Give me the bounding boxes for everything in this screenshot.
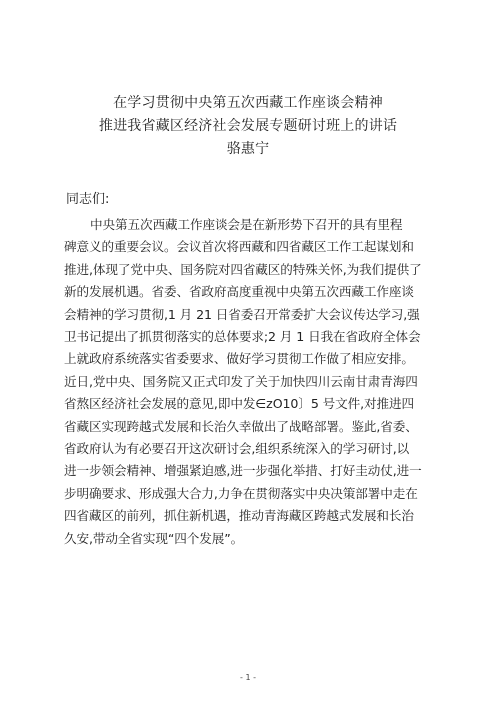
document-author: 骆惠宁 (226, 141, 270, 157)
body-paragraph (64, 214, 449, 550)
greeting: 同志们: (66, 192, 110, 207)
body-line: 卫书记提出了抓贯彻落实的总体要求;2 月 1 日我在省政府全体会 (64, 329, 421, 345)
document-title-line-1: 在学习贯彻中央第五次西藏工作座谈会精神 (113, 95, 383, 111)
body-line: 步明确要求、形成强大合力,力争在贯彻落实中央决策部署中走在 (64, 485, 418, 501)
document-title-line-2: 推进我省藏区经济社会发展专题研讨班上的讲话 (98, 118, 398, 134)
body-line: 推进,体现了党中央、国务院对四省藏区的特殊关怀,为我们提供了 (64, 261, 422, 277)
body-line: 省政府认为有必要召开这次研讨会,组织系统深入的学习研讨,以 (64, 441, 410, 457)
body-line: 省藏区实现跨越式发展和长治久幸做出了战略部署。鉴此,省委、 (64, 418, 418, 434)
title-block (0, 92, 496, 161)
body-line: 进一步领会精神、增强紧迫感,进一步强化举措、打好圭动仗,进一 (64, 463, 422, 479)
body-line: 中央第五次西藏工作座谈会是在新形势下召开的具有里程 (90, 217, 403, 232)
body-line: 省熬区经济社会发展的意见,即中发∈zO10〕5 号文件,对推进四 (64, 396, 414, 412)
body-line: 久安,带动全省实现“四个发展”。 (64, 530, 244, 546)
body-line: 新的发展机遇。省委、省政府高度重视中央第五次西藏工作座谈 (64, 284, 414, 300)
body-line: 上就政府系统落实省委要求、做好学习贯彻工作做了相应安排。 (64, 351, 414, 367)
body-line: 四省藏区的前列，抓住新机遇，推动青海藏区跨越式发展和长治 (64, 508, 414, 524)
page-number: - 1 - (240, 673, 256, 682)
body-line: 会精神的学习贯彻,1 月 21 日省委召开常委扩大会议传达学习,强 (64, 306, 420, 322)
body-line: 近日,党中央、国务院又正式印发了关于加快四川云南甘肃青海四 (64, 373, 418, 389)
body-line: 碑意义的重要会议。会议首次将西藏和四省藏区工作工起谋划和 (64, 239, 414, 255)
